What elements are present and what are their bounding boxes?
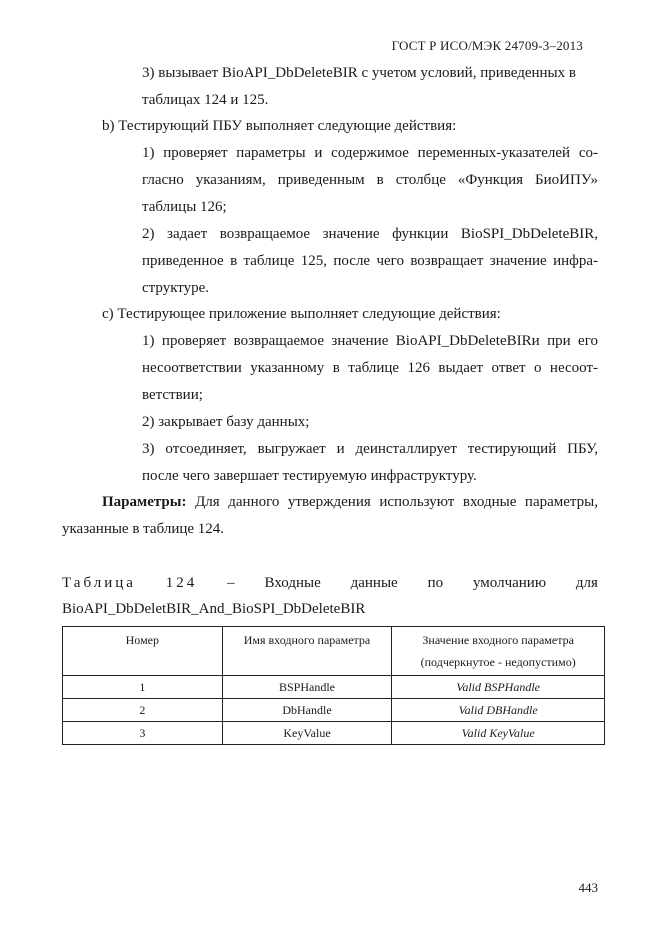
parameters-label: Параметры:: [102, 494, 187, 510]
caption-word: Таблица: [62, 575, 136, 591]
row-param-value: Valid DBHandle: [392, 699, 605, 722]
table-header-row: [63, 627, 605, 676]
parameters-text: Для данного утверждения используют входные параметры,: [186, 494, 598, 510]
b1-line2: гласно указаниям, приведенным в столбце «Функция БиоИПУ»: [142, 172, 598, 188]
b2-line3: структуре.: [142, 280, 210, 296]
b2-line2: приведенное в таблице 125, после чего возвращает значение инфра-: [142, 253, 598, 269]
standard-header: ГОСТ Р ИСО/МЭК 24709-3–2013: [391, 38, 583, 53]
header-param-value-line2: (подчеркнутое - недопустимо): [420, 655, 576, 669]
caption-word-for: для: [575, 575, 598, 591]
section-b-heading: b) Тестирующий ПБУ выполняет следующие действия:: [102, 118, 457, 134]
input-parameters-table: [62, 626, 605, 745]
caption-word-by: по: [427, 575, 444, 591]
row-number: 1: [63, 676, 223, 699]
row-param-value: Valid BSPHandle: [392, 676, 605, 699]
row-param-name: KeyValue: [222, 722, 392, 745]
table-row: [63, 699, 605, 722]
item3-line2: таблицах 124 и 125.: [142, 92, 269, 108]
table-row: [63, 722, 605, 745]
header-param-value: [392, 627, 605, 676]
item3-line1: 3) вызывает BioAPI_DbDeleteBIR с учетом условий, приведенных в: [142, 65, 576, 81]
caption-dash: –: [227, 575, 235, 591]
c2-line1: 2) закрывает базу данных;: [142, 414, 310, 430]
caption-word-input: Входные: [264, 575, 321, 591]
caption-word-default: умолчанию: [472, 575, 547, 591]
caption-word-data: данные: [350, 575, 398, 591]
b1-line3: таблицы 126;: [142, 199, 227, 215]
c1-line2: несоответствии указанному в таблице 126 выдает ответ о несоот-: [142, 360, 598, 376]
header-number: Номер: [63, 627, 223, 676]
table-caption: [62, 574, 598, 618]
table-row: [63, 676, 605, 699]
c1-line3: ветствии;: [142, 387, 203, 403]
b1-line1: 1) проверяет параметры и содержимое переменных-указателей со-: [142, 145, 598, 161]
page-number: 443: [578, 880, 598, 895]
parameters-paragraph-line1: [102, 493, 598, 511]
row-number: 3: [63, 722, 223, 745]
c3-line1: 3) отсоединяет, выгружает и деинсталлирует тестирующий ПБУ,: [142, 441, 598, 457]
c1-line1: 1) проверяет возвращаемое значение BioAPI_DbDeleteBIRи при его: [142, 333, 598, 349]
row-param-name: DbHandle: [222, 699, 392, 722]
row-param-name: BSPHandle: [222, 676, 392, 699]
table-caption-line2: BioAPI_DbDeletBIR_And_BioSPI_DbDeleteBIR: [62, 601, 366, 617]
c3-line2: после чего завершает тестируемую инфраструктуру.: [142, 468, 477, 484]
parameters-paragraph-line2: указанные в таблице 124.: [62, 521, 225, 537]
row-number: 2: [63, 699, 223, 722]
header-param-name: Имя входного параметра: [222, 627, 392, 676]
caption-number: 124: [165, 575, 198, 591]
section-c-heading: c) Тестирующее приложение выполняет следующие действия:: [102, 306, 501, 322]
b2-line1: 2) задает возвращаемое значение функции BioSPI_DbDeleteBIR,: [142, 226, 598, 242]
row-param-value: Valid KeyValue: [392, 722, 605, 745]
header-param-value-line1: Значение входного параметра: [422, 633, 574, 647]
table-caption-line1: [62, 574, 598, 592]
